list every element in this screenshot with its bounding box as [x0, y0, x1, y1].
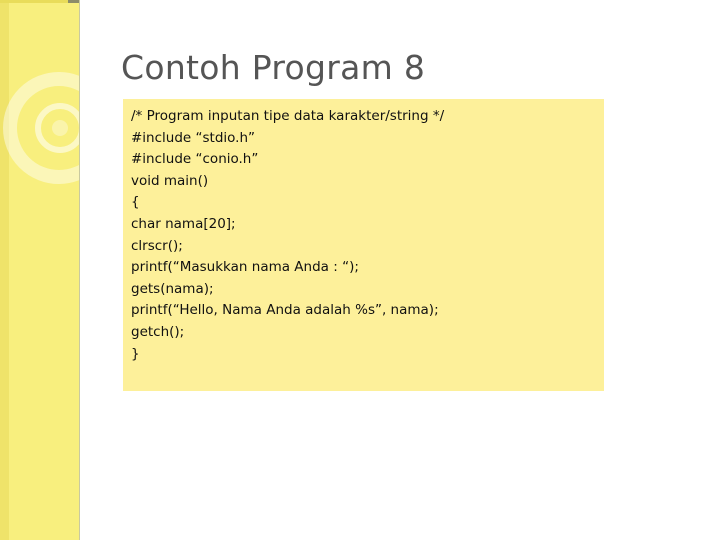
- code-line: printf(“Masukkan nama Anda : “);: [131, 259, 359, 276]
- code-line: }: [131, 345, 140, 362]
- code-line: clrscr();: [131, 237, 183, 254]
- decorative-dot-icon: [52, 120, 68, 136]
- code-line: #include “stdio.h”: [131, 129, 256, 146]
- code-line: void main(): [131, 172, 209, 189]
- decorative-side-band: [0, 0, 80, 540]
- code-line: getch();: [131, 323, 185, 340]
- code-line: /* Program inputan tipe data karakter/string */: [131, 108, 445, 124]
- code-box: [123, 99, 604, 391]
- code-line: gets(nama);: [131, 280, 214, 297]
- corner-tick: [68, 0, 79, 3]
- code-line: char nama[20];: [131, 215, 236, 232]
- code-line: #include “conio.h”: [131, 151, 259, 168]
- code-line: printf(“Hello, Nama Anda adalah %s”, nama);: [131, 302, 439, 319]
- slide-title: Contoh Program 8: [121, 48, 426, 87]
- side-band-shade: [0, 0, 9, 540]
- code-line: {: [131, 194, 140, 211]
